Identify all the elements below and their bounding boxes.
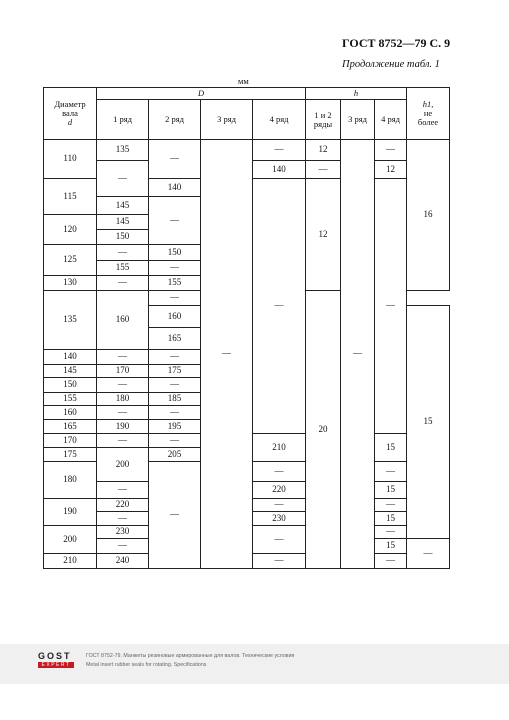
- cell-D4: 230: [253, 512, 306, 526]
- cell-D1: 145: [97, 215, 149, 230]
- cell-d: 120: [44, 215, 97, 245]
- cell-D4: —: [253, 179, 306, 434]
- cell-D2: 160: [149, 306, 201, 328]
- cell-D1: 190: [97, 420, 149, 434]
- cell-D1: 220: [97, 499, 149, 512]
- cell-h12: —: [375, 526, 407, 539]
- page-header: ГОСТ 8752—79 С. 9: [342, 36, 451, 50]
- cell-D1: —: [97, 512, 149, 526]
- cell-D2: 175: [149, 365, 201, 378]
- cell-D1: —: [97, 406, 149, 420]
- cell-h12: —: [375, 462, 407, 482]
- cell-D2: —: [149, 350, 201, 365]
- cell-h4: —: [375, 140, 407, 161]
- cell-h12: 12: [306, 140, 341, 161]
- cell-D2: —: [149, 406, 201, 420]
- header-h: h: [306, 88, 407, 100]
- header-diameter: Диаметр вала d: [44, 88, 97, 140]
- cell-D2: 205: [149, 448, 201, 462]
- cell-d: 160: [44, 406, 97, 420]
- cell-D2: 155: [149, 276, 201, 291]
- cell-h12: 15: [375, 482, 407, 499]
- cell-h3: —: [341, 140, 375, 569]
- cell-h1: 16: [407, 140, 450, 291]
- cell-h12: 15: [375, 539, 407, 554]
- cell-D2: 140: [149, 179, 201, 197]
- cell-D4: —: [253, 140, 306, 161]
- cell-D4: —: [253, 526, 306, 554]
- cell-D4: —: [253, 499, 306, 512]
- cell-D4: 210: [253, 434, 306, 462]
- cell-D1: —: [97, 276, 149, 291]
- cell-h12: —: [375, 554, 407, 569]
- cell-D1: —: [97, 350, 149, 365]
- cell-h12: 15: [375, 512, 407, 526]
- cell-h12: 15: [407, 306, 450, 539]
- cell-D4: 140: [253, 161, 306, 179]
- cell-h1: 20: [306, 291, 341, 569]
- header-D-row1: 1 ряд: [97, 100, 149, 140]
- cell-D1: 135: [97, 140, 149, 161]
- cell-D2: 195: [149, 420, 201, 434]
- header-D: D: [97, 88, 306, 100]
- gost-expert-logo[interactable]: GOST EXPERT: [38, 651, 74, 668]
- header-D-row4: 4 ряд: [253, 100, 306, 140]
- units-label: мм: [238, 76, 249, 86]
- cell-D1: 155: [97, 261, 149, 276]
- cell-h12: —: [375, 499, 407, 512]
- cell-D2: 185: [149, 393, 201, 406]
- cell-D1: 150: [97, 230, 149, 245]
- cell-D1: 145: [97, 197, 149, 215]
- footer-bar: [0, 644, 509, 684]
- cell-D1: 160: [97, 291, 149, 350]
- cell-d: 145: [44, 365, 97, 378]
- cell-d: 210: [44, 554, 97, 569]
- header-h-row3: 3 ряд: [341, 100, 375, 140]
- dimensions-table: [43, 87, 450, 569]
- cell-d: 140: [44, 350, 97, 365]
- cell-D2: —: [149, 434, 201, 448]
- cell-D1: 180: [97, 393, 149, 406]
- cell-d: 175: [44, 448, 97, 462]
- cell-d: 150: [44, 378, 97, 393]
- cell-d: 155: [44, 393, 97, 406]
- cell-D1: —: [97, 245, 149, 261]
- cell-h4: —: [375, 179, 407, 434]
- cell-D1: 240: [97, 554, 149, 569]
- cell-D2: —: [149, 140, 201, 179]
- cell-D4: —: [253, 462, 306, 482]
- cell-D1: —: [97, 434, 149, 448]
- header-h-row4: 4 ряд: [375, 100, 407, 140]
- cell-D2: —: [149, 462, 201, 569]
- cell-D1: 200: [97, 448, 149, 482]
- cell-d: 190: [44, 499, 97, 526]
- cell-d: 130: [44, 276, 97, 291]
- cell-D2: —: [149, 261, 201, 276]
- cell-h12: 12: [306, 179, 341, 291]
- footer-document-title: ГОСТ 8752-79. Манжеты резиновые армированные для валов. Технические условия Metal insert rubber seals for rotating. Specifications: [86, 653, 295, 668]
- cell-d: 200: [44, 526, 97, 554]
- table-continuation-label: Продолжение табл. 1: [342, 59, 440, 70]
- cell-D3: —: [201, 140, 253, 569]
- header-h-rows12: 1 и 2 ряды: [306, 100, 341, 140]
- cell-D2: —: [149, 291, 201, 306]
- cell-D1: 170: [97, 365, 149, 378]
- cell-D1: —: [97, 161, 149, 197]
- header-D-row2: 2 ряд: [149, 100, 201, 140]
- cell-D2: 165: [149, 328, 201, 350]
- cell-d: 180: [44, 462, 97, 499]
- cell-d: 125: [44, 245, 97, 276]
- cell-d: 165: [44, 420, 97, 434]
- cell-D4: 220: [253, 482, 306, 499]
- header-h1: h1, не более: [407, 88, 450, 140]
- cell-h4: 15: [375, 434, 407, 462]
- cell-h4: —: [407, 539, 450, 569]
- cell-D2: —: [149, 378, 201, 393]
- cell-D2: 150: [149, 245, 201, 261]
- cell-d: 115: [44, 179, 97, 215]
- cell-d: 110: [44, 140, 97, 179]
- cell-h12: —: [306, 161, 341, 179]
- cell-D2: —: [149, 197, 201, 245]
- cell-D1: 230: [97, 526, 149, 539]
- cell-d: 170: [44, 434, 97, 448]
- cell-d: 135: [44, 291, 97, 350]
- cell-h4: 12: [375, 161, 407, 179]
- cell-D1: —: [97, 482, 149, 499]
- cell-D4: —: [253, 554, 306, 569]
- cell-D1: —: [97, 378, 149, 393]
- header-D-row3: 3 ряд: [201, 100, 253, 140]
- cell-D1: —: [97, 539, 149, 554]
